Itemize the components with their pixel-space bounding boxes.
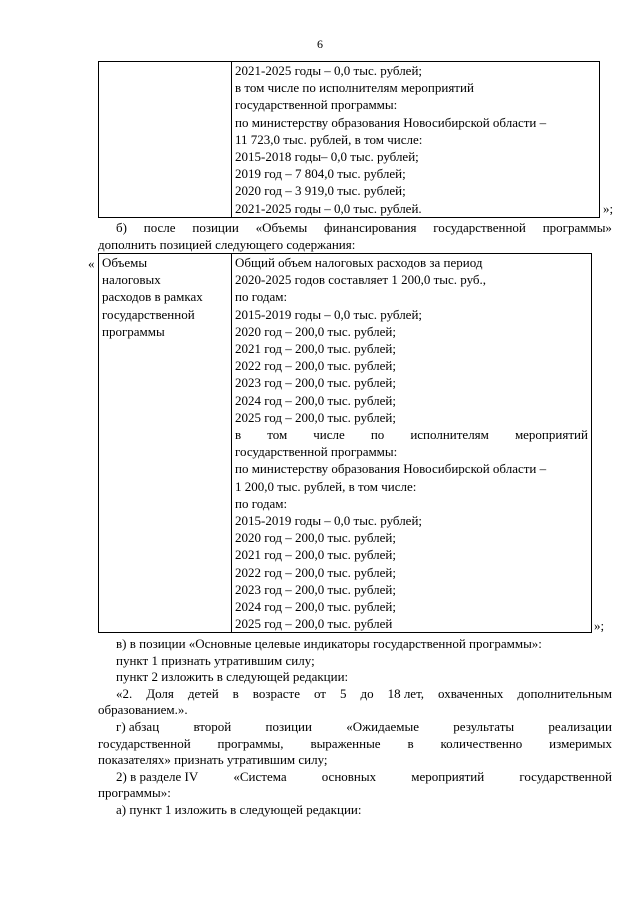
tax-line: 2015-2019 годы – 0,0 тыс. рублей; — [235, 513, 423, 529]
financing-line: государственной программы: — [235, 97, 398, 113]
word: охваченных — [438, 685, 504, 701]
word: позиции — [192, 220, 239, 235]
financing-line: 2021-2025 годы – 0,0 тыс. рублей. — [235, 200, 422, 216]
financing-line: по министерству образования Новосибирской области – — [235, 114, 547, 130]
item-2-line-1 — [98, 769, 612, 786]
word: 5 — [339, 685, 347, 701]
word: г) абзац — [116, 718, 160, 734]
quote-line-2: образованием.». — [98, 702, 188, 718]
tax-line: по министерству образования Новосибирской области – — [235, 461, 547, 477]
closing-quote-1: »; — [603, 201, 614, 216]
item-v: в) в позиции «Основные целевые индикаторы государственной программы»: — [116, 636, 542, 651]
word: реализации — [548, 718, 612, 734]
word: мероприятий — [514, 427, 588, 443]
word: по — [370, 427, 385, 443]
tax-line: по годам: — [235, 495, 288, 511]
tax-line: 2020 год – 200,0 тыс. рублей; — [235, 530, 396, 546]
tax-line: 2021 год – 200,0 тыс. рублей; — [235, 341, 396, 357]
tax-line: 2020-2025 годов составляет 1 200,0 тыс. руб., — [235, 272, 487, 288]
word: 18 лет, — [387, 685, 425, 701]
item-a: а) пункт 1 изложить в следующей редакции: — [116, 801, 362, 817]
word: 2) в разделе IV — [116, 768, 199, 784]
tax-line: 2025 год – 200,0 тыс. рублей; — [235, 409, 396, 425]
tax-line: 2022 год – 200,0 тыс. рублей; — [235, 564, 396, 580]
word: «2. — [116, 685, 133, 701]
financing-line: 2015-2018 годы– 0,0 тыс. рублей; — [235, 149, 419, 165]
word: возрасте — [252, 685, 300, 701]
word: государственной — [433, 220, 526, 235]
financing-table-right-cell — [232, 62, 600, 218]
word: том — [267, 427, 288, 443]
financing-line: 2020 год – 3 919,0 тыс. рублей; — [235, 183, 406, 199]
word: программы» — [542, 220, 612, 235]
closing-quote-2: »; — [594, 618, 605, 633]
tax-line: 2022 год – 200,0 тыс. рублей; — [235, 358, 396, 374]
word: после — [143, 220, 176, 235]
word: «Ожидаемые — [346, 718, 419, 734]
word: государственной — [519, 768, 612, 784]
word: исполнителям — [410, 427, 489, 443]
item-g-line-2 — [98, 736, 612, 753]
tax-expenses-value-cell — [232, 254, 592, 633]
word: основных — [321, 768, 377, 784]
body-text — [98, 636, 612, 819]
word: до — [360, 685, 374, 701]
word: Доля — [146, 685, 174, 701]
tax-line: 2024 год – 200,0 тыс. рублей; — [235, 599, 396, 615]
tax-line: по годам: — [235, 289, 288, 305]
tax-line: государственной программы: — [235, 444, 398, 460]
word: государственной — [98, 735, 191, 751]
word: числе — [313, 427, 345, 443]
page-number: 6 — [317, 37, 323, 51]
financing-line: 11 723,0 тыс. рублей, в том числе: — [235, 131, 423, 147]
word: в — [235, 427, 242, 443]
label-line: расходов в рамках — [102, 289, 203, 305]
word: детей — [187, 685, 219, 701]
tax-line: 2024 год – 200,0 тыс. рублей; — [235, 392, 396, 408]
tax-line: 2021 год – 200,0 тыс. рублей; — [235, 547, 396, 563]
word: мероприятий — [411, 768, 485, 784]
word: от — [313, 685, 326, 701]
word: в — [407, 735, 414, 751]
word: «Объемы — [255, 220, 308, 235]
tax-expenses-table — [98, 253, 592, 633]
tax-line: Общий объем налоговых расходов за период — [235, 255, 483, 270]
item-v-point-2: пункт 2 изложить в следующей редакции: — [116, 669, 349, 685]
tax-line: 2015-2019 годы – 0,0 тыс. рублей; — [235, 306, 423, 322]
label-line: налоговых — [102, 272, 161, 288]
word: б) — [116, 220, 127, 235]
paragraph-b-line-2: дополнить позицией следующего содержания: — [98, 236, 356, 252]
word: дополнительным — [517, 685, 612, 701]
word: количественно — [440, 735, 523, 751]
tax-expenses-label-cell — [99, 254, 232, 633]
label-line: программы — [102, 323, 165, 339]
quote-line-1 — [98, 686, 612, 703]
word: программы, — [217, 735, 284, 751]
tax-line-justified — [235, 426, 588, 443]
financing-line: 2019 год – 7 804,0 тыс. рублей; — [235, 166, 406, 182]
tax-line: 2020 год – 200,0 тыс. рублей; — [235, 323, 396, 339]
word: измеримых — [549, 735, 612, 751]
paragraph-b — [98, 220, 612, 253]
financing-table-left-cell — [99, 62, 232, 218]
paragraph-b-line-1 — [98, 220, 612, 237]
financing-line: в том числе по исполнителям мероприятий — [235, 80, 474, 96]
tax-line: 1 200,0 тыс. рублей, в том числе: — [235, 478, 417, 494]
tax-line: 2023 год – 200,0 тыс. рублей; — [235, 581, 396, 597]
word: выраженные — [310, 735, 381, 751]
item-g-line-3: показателях» признать утратившим силу; — [98, 752, 328, 768]
item-g-line-1 — [98, 719, 612, 736]
opening-quote-2: « — [88, 256, 95, 271]
word: финансирования — [324, 220, 417, 235]
financing-line: 2021-2025 годы – 0,0 тыс. рублей; — [235, 63, 423, 78]
label-line: Объемы — [102, 255, 148, 270]
tax-line: 2023 год – 200,0 тыс. рублей; — [235, 375, 396, 391]
word: позиции — [265, 718, 312, 734]
tax-line: 2025 год – 200,0 тыс. рублей — [235, 616, 393, 632]
word: результаты — [453, 718, 515, 734]
word: «Система — [233, 768, 287, 784]
label-line: государственной — [102, 306, 195, 322]
item-2-line-2: программы»: — [98, 785, 171, 801]
word: второй — [193, 718, 232, 734]
financing-table — [98, 61, 600, 218]
word: в — [232, 685, 239, 701]
item-v-point-1: пункт 1 признать утратившим силу; — [116, 652, 315, 668]
